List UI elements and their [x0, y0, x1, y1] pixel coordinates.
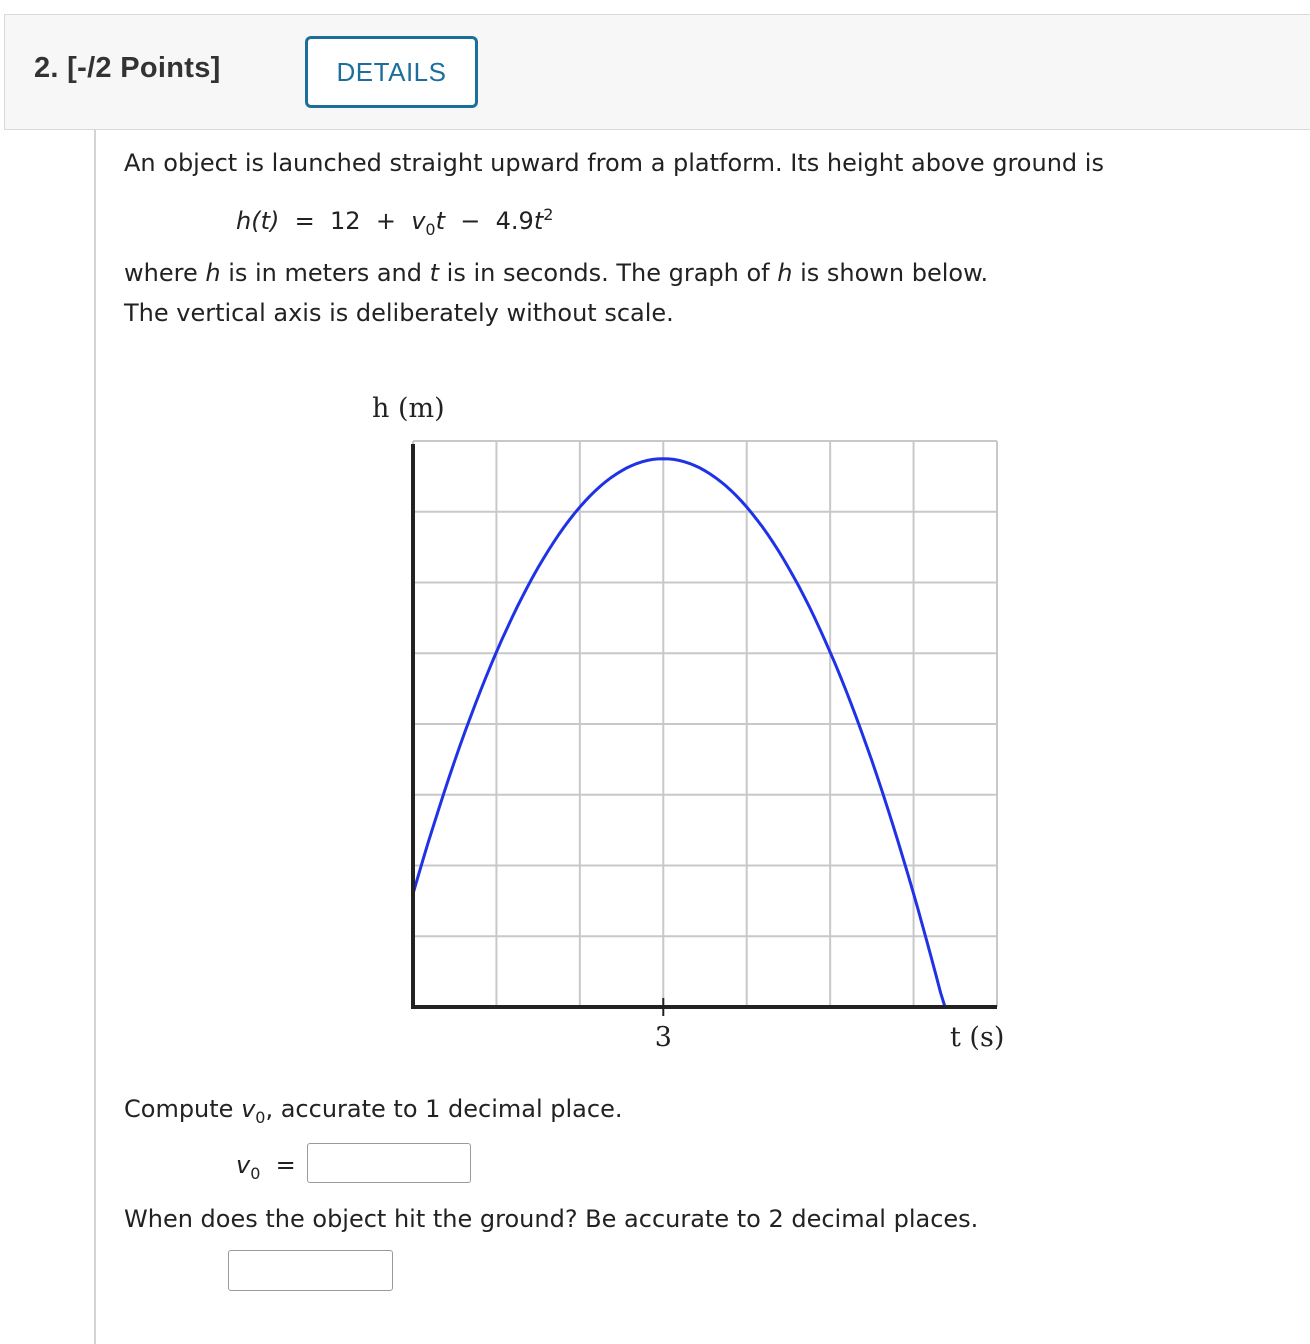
v0-label-sub: 0	[250, 1163, 261, 1183]
eq-t2: t	[533, 207, 544, 235]
v0-input[interactable]	[307, 1143, 471, 1183]
eq-constant: 12	[330, 207, 361, 235]
line1-h: h	[205, 259, 221, 287]
question-number-points	[34, 52, 221, 85]
y-axis-label: h (m)	[372, 393, 445, 424]
eq-t: t	[435, 207, 445, 235]
series-curve	[413, 459, 949, 1007]
line1-mid: is in meters and	[220, 259, 430, 287]
eq-exponent: 2	[543, 205, 554, 224]
v0-label-eq: =	[275, 1151, 296, 1179]
problem-line1	[124, 258, 988, 288]
eq-v: v	[411, 207, 426, 235]
line1-h2: h	[777, 259, 793, 287]
x-axis-label: t (s)	[950, 1022, 1005, 1053]
eq-equals: =	[294, 207, 315, 235]
q1-suffix: , accurate to 1 decimal place.	[265, 1095, 623, 1123]
problem-line2: The vertical axis is deliberately without scale.	[124, 299, 674, 327]
eq-coef: 4.9	[495, 207, 534, 235]
line1-t: t	[429, 259, 440, 287]
eq-minus: −	[460, 207, 481, 235]
ground-time-input[interactable]	[228, 1250, 393, 1291]
points-label: [-/2 Points]	[67, 52, 221, 84]
height-graph	[360, 380, 1060, 1060]
eq-lhs: h(t)	[236, 207, 280, 235]
details-button[interactable]: DETAILS	[305, 36, 478, 108]
chart-grid	[413, 441, 997, 1007]
line1-mid2: is in seconds. The graph of	[439, 259, 778, 287]
v0-label-v: v	[236, 1151, 251, 1179]
eq-plus: +	[375, 207, 396, 235]
q1-v: v	[241, 1095, 256, 1123]
question1-prompt	[124, 1094, 623, 1127]
problem-intro: An object is launched straight upward from a platform. Its height above ground is	[124, 149, 1104, 177]
line1-post: is shown below.	[792, 259, 989, 287]
x-tick-label: 3	[654, 1022, 672, 1053]
question-number: 2.	[34, 52, 59, 84]
q1-prefix: Compute	[124, 1095, 242, 1123]
v0-label	[236, 1150, 296, 1183]
q1-v-sub: 0	[255, 1107, 266, 1127]
equation	[236, 205, 554, 239]
eq-v-sub: 0	[425, 219, 436, 239]
question2-prompt: When does the object hit the ground? Be accurate to 2 decimal places.	[124, 1205, 979, 1233]
question-left-rule	[94, 130, 96, 1344]
line1-pre: where	[124, 259, 206, 287]
